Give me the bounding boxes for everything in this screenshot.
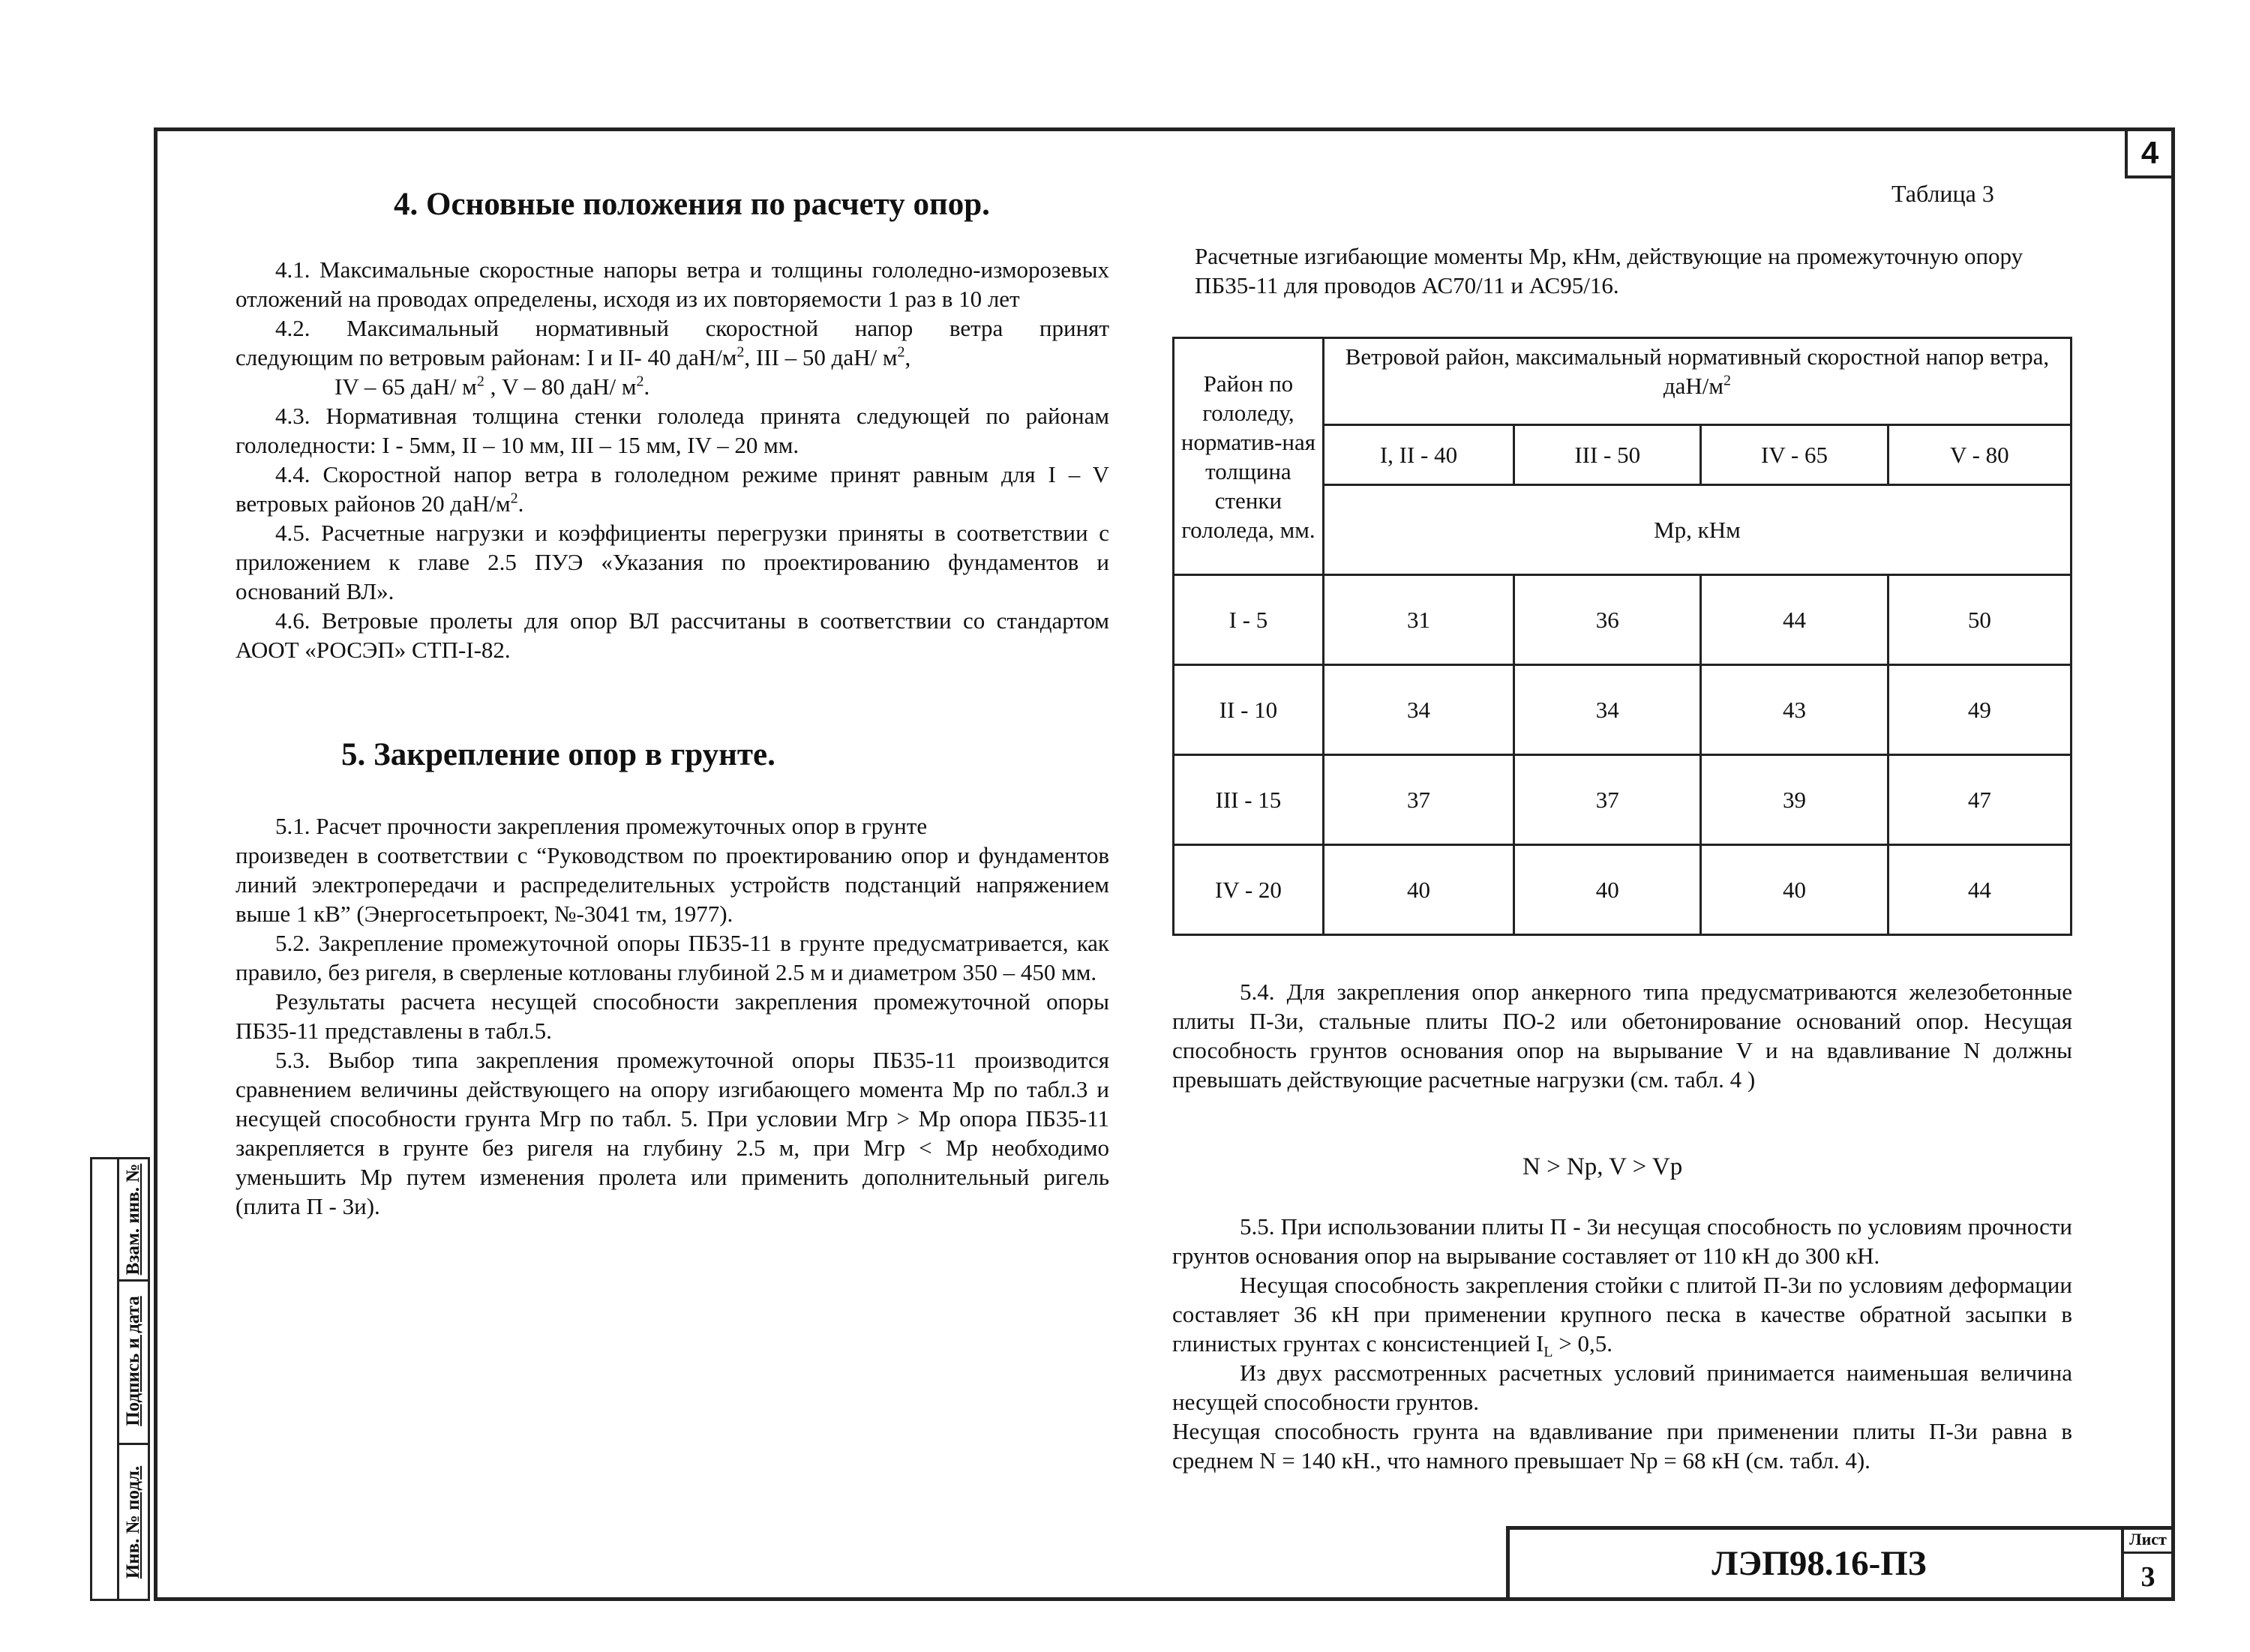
- table-cell: 43: [1701, 665, 1888, 755]
- row-label: II - 10: [1174, 665, 1324, 755]
- side-label-inv: Инв. № подл.: [123, 1465, 143, 1579]
- section5-title: 5. Закрепление опор в грунте.: [341, 737, 776, 772]
- para-4-4: 4.4. Скоростной напор ветра в гололедном режиме принят равным для I – V ветровых районов 20 даН/$м^2$.: [236, 461, 1109, 517]
- wind-col-1: I, II - 40: [1323, 425, 1514, 485]
- para-5-2-result: Результаты расчета несущей способности закрепления промежуточной опоры ПБ35-11 представлены в табл.5.: [236, 988, 1109, 1044]
- table-cell: 44: [1701, 575, 1888, 665]
- table-cell: 40: [1701, 845, 1888, 935]
- table-cell: 44: [1888, 845, 2071, 935]
- section5-body: [236, 811, 1109, 1221]
- para-5-3: 5.3. Выбор типа закрепления промежуточной опоры ПБ35-11 производится сравнением величины действующего на опору изгибающего момента Мр по табл.3 и несущей способности грунта Мгр по табл. 5. При условии Мгр > Мр опора ПБ35-11 закрепляется в грунте без ригеля на глубину 2.5 м, при Мгр < Мр необходимо уменьшить Мр путем изменения пролета или применить дополнительный ригель (плита П - 3и).: [236, 1047, 1109, 1219]
- table-row: [1174, 665, 2072, 755]
- table-cell: 37: [1514, 755, 1701, 845]
- wind-col-4: V - 80: [1888, 425, 2071, 485]
- table-cell: 49: [1888, 665, 2071, 755]
- para-5-7: Из двух рассмотренных расчетных условий принимается наименьшая величина несущей способности грунтов.: [1172, 1360, 2072, 1415]
- table-head-wind: Ветровой район, максимальный нормативный скоростной напор ветра, даН/$м^2$: [1323, 338, 2071, 425]
- section5-right-body: [1172, 1212, 2072, 1475]
- moment-table: [1172, 337, 2072, 936]
- table-cell: 34: [1514, 665, 1701, 755]
- formula: N > Np, V > Vp: [1522, 1153, 1683, 1180]
- para-5-2: 5.2. Закрепление промежуточной опоры ПБ35-11 в грунте предусматривается, как правило, без ригеля, в сверленые котлованы глубиной 2.5 м и диаметром 350 – 450 мм.: [236, 930, 1109, 985]
- section4-body: [236, 255, 1109, 664]
- sheet-label: Лист: [2124, 1529, 2172, 1554]
- para-5-6: Несущая способность закрепления стойки с плитой П-3и по условиям деформации составляет 36 кН при применении крупного песка в качестве обратной засыпки в глинистых грунтах с консистенцией $I_L > 0,5$.: [1172, 1272, 2072, 1361]
- side-label-podpis: Подпись и дата: [123, 1296, 143, 1426]
- wind-col-3: IV - 65: [1701, 425, 1888, 485]
- para-4-1: 4.1. Максимальные скоростные напоры ветра и толщины гололедно-изморозевых отложений на проводах определены, исходя из их повторяемости 1 раз в 10 лет: [236, 256, 1109, 312]
- para-5-8: Несущая способность грунта на вдавливание при применении плиты П-3и равна в среднем N = 140 кН., что намного превышает Np = 68 кН (см. табл. 4).: [1172, 1418, 2072, 1474]
- wind-col-2: III - 50: [1514, 425, 1701, 485]
- para-4-2-c: IV – 65 даН/ $м^2$ , V – 80 даН/ $м^2$.: [334, 373, 650, 400]
- table-row: [1174, 755, 2072, 845]
- table-row: [1174, 575, 2072, 665]
- sheet-box: [2121, 1526, 2175, 1601]
- table-cell: 31: [1323, 575, 1514, 665]
- page-number: 4: [2125, 127, 2175, 178]
- table-cell: 37: [1323, 755, 1514, 845]
- para-4-5: 4.5. Расчетные нагрузки и коэффициенты перегрузки приняты в соответствии с приложением к главе 2.5 ПУЭ «Указания по проектированию фундаментов и оснований ВЛ».: [236, 520, 1109, 604]
- table-cell: 39: [1701, 755, 1888, 845]
- section4-title: 4. Основные положения по расчету опор.: [394, 187, 990, 222]
- para-5-1-first: 5.1. Расчет прочности закрепления промежуточных опор в грунте: [275, 813, 928, 839]
- para-5-1-rest: произведен в соответствии с “Руководством по проектированию опор и фундаментов линий электропередачи и распределительных устройств подстанций напряжением выше 1 кВ” (Энергосетьпроект, №-3041 тм, 1977).: [236, 842, 1109, 927]
- table-cell: 34: [1323, 665, 1514, 755]
- table-cell: 47: [1888, 755, 2071, 845]
- para-5-5: 5.5. При использовании плиты П - 3и несущая способность по условиям прочности грунтов основания опор на вырывание составляет от 110 кН до 300 кН.: [1172, 1213, 2072, 1269]
- sheet-number: 3: [2140, 1561, 2156, 1593]
- table-cell: 36: [1514, 575, 1701, 665]
- side-cell-podpis: [119, 1279, 148, 1445]
- side-cell-inv: [119, 1443, 148, 1601]
- para-4-2-a: 4.2. Максимальный нормативный скоростной напор ветра принят: [275, 315, 1109, 341]
- row-label: III - 15: [1174, 755, 1324, 845]
- para-5-4: 5.4. Для закрепления опор анкерного типа предусматриваются железобетонные плиты П-3и, стальные плиты ПО-2 или обетонирование оснований опор. Несущая способность грунтов основания опор на вырывание V и на вдавливание N должны превышать действующие расчетные нагрузки (см. табл. 4 ): [1172, 979, 2072, 1093]
- row-label: IV - 20: [1174, 845, 1324, 935]
- table-head-region: Район по гололеду, норматив-ная толщина стенки гололеда, мм.: [1174, 338, 1324, 575]
- table-cell: 40: [1323, 845, 1514, 935]
- document-code: ЛЭП98.16-ПЗ: [1712, 1544, 1927, 1583]
- side-col-outer: [90, 1157, 117, 1601]
- table-unit-row: Мр, кНм: [1323, 485, 2071, 575]
- table-row: [1174, 845, 2072, 935]
- side-cell-vzam: [119, 1159, 148, 1282]
- table-cell: 50: [1888, 575, 2071, 665]
- side-label-vzam: Взам. инв. №: [123, 1163, 143, 1276]
- side-col-inner: [117, 1157, 150, 1601]
- para-5-4-block: [1172, 977, 2072, 1094]
- para-4-3: 4.3. Нормативная толщина стенки гололеда принята следующей по районам гололедности: I - 5мм, II – 10 мм, III – 15 мм, IV – 20 мм.: [236, 403, 1109, 458]
- table-caption: Расчетные изгибающие моменты Мр, кНм, действующие на промежуточную опору ПБ35-11 для проводов АС70/11 и АС95/16.: [1195, 243, 2024, 298]
- para-4-2-b: следующим по ветровым районам: I и II- 40 даН/$м^2$, III – 50 даН/ $м^2$,: [236, 343, 911, 370]
- table-cell: 40: [1514, 845, 1701, 935]
- side-title-strip: [90, 1157, 150, 1601]
- para-4-6: 4.6. Ветровые пролеты для опор ВЛ рассчитаны в соответствии со стандартом АООТ «РОСЭП» СТП-I-82.: [236, 607, 1109, 663]
- row-label: I - 5: [1174, 575, 1324, 665]
- table-label: Таблица 3: [1892, 180, 1994, 207]
- title-stamp: [1506, 1526, 2175, 1601]
